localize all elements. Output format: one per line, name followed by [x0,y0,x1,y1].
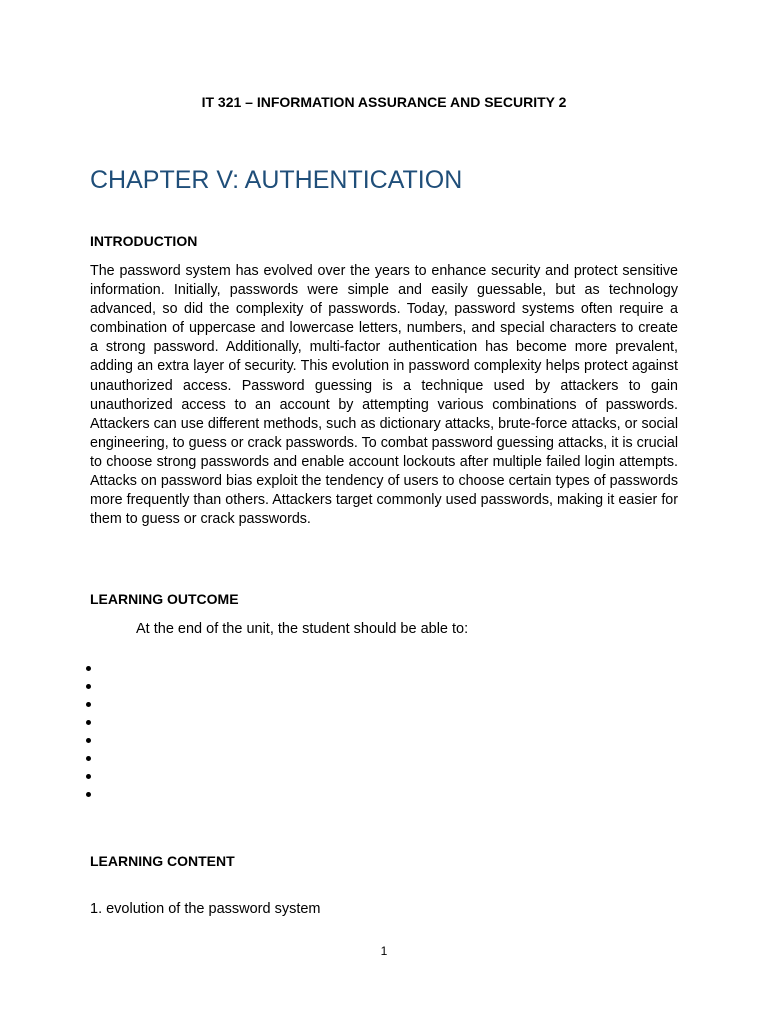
learning-outcome-list [86,658,91,802]
introduction-heading: INTRODUCTION [90,233,198,249]
learning-content-item: 1. evolution of the password system [90,901,321,917]
learning-content-heading: LEARNING CONTENT [90,853,235,869]
course-title: IT 321 – INFORMATION ASSURANCE AND SECURITY 2 [201,94,567,110]
list-item [86,784,91,802]
bullet-icon [86,738,91,743]
list-item [86,766,91,784]
bullet-icon [86,702,91,707]
list-item [86,694,91,712]
page-number: 1 [380,944,388,958]
learning-outcome-heading: LEARNING OUTCOME [90,591,239,607]
list-item [86,730,91,748]
bullet-icon [86,792,91,797]
chapter-title: CHAPTER V: AUTHENTICATION [90,166,463,194]
bullet-icon [86,774,91,779]
bullet-icon [86,666,91,671]
bullet-icon [86,756,91,761]
list-item [86,658,91,676]
list-item [86,676,91,694]
bullet-icon [86,684,91,689]
learning-outcome-intro: At the end of the unit, the student should be able to: [136,621,469,637]
introduction-body: The password system has evolved over the years to enhance security and protect sensitive information. Initially, passwords were simple and easily guessable, but as technology advanced, so did the complexity of passwords. Today, password systems often require a combination of uppercase and lowercase letters, numbers, and special characters to create a strong password. Additionally, multi-factor authentication has become more prevalent, adding an extra layer of security. This evolution in password complexity helps protect against unauthorized access. Password guessing is a technique used by attackers to gain unauthorized access to an account by attempting various combinations of passwords. Attackers can use different methods, such as dictionary attacks, brute-force attacks, or social engineering, to guess or crack passwords. To combat password guessing attacks, it is crucial to choose strong passwords and enable account lockouts after multiple failed login attempts. Attacks on password bias exploit the tendency of users to choose certain types of passwords more frequently than others. Attackers target commonly used passwords, making it easier for them to guess or crack passwords. [90,263,678,528]
bullet-icon [86,720,91,725]
list-item [86,712,91,730]
list-item [86,748,91,766]
